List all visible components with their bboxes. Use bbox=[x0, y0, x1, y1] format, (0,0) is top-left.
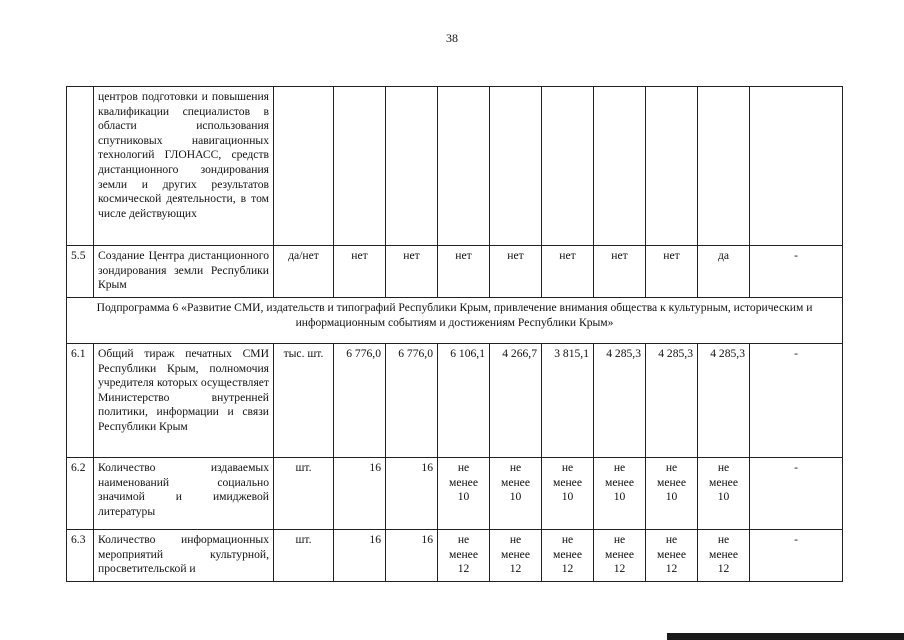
table-row bbox=[67, 246, 843, 298]
value-cell: 4 285,3 bbox=[698, 344, 750, 458]
row-number: 6.3 bbox=[67, 530, 94, 582]
scan-edge-bar bbox=[667, 633, 904, 640]
value-cell: 16 bbox=[334, 530, 386, 582]
row-number: 6.2 bbox=[67, 458, 94, 530]
value-cell bbox=[334, 87, 386, 246]
table-row bbox=[67, 87, 843, 246]
notes-cell: - bbox=[750, 344, 843, 458]
value-cell: 16 bbox=[334, 458, 386, 530]
value-cell: 3 815,1 bbox=[542, 344, 594, 458]
value-cell: 16 bbox=[386, 458, 438, 530]
value-cell: не менее 12 bbox=[646, 530, 698, 582]
value-cell bbox=[386, 87, 438, 246]
value-cell: не менее 12 bbox=[594, 530, 646, 582]
value-cell bbox=[594, 87, 646, 246]
indicator-description: Создание Центра дистанционного зондирования земли Республики Крым bbox=[94, 246, 274, 298]
notes-cell: - bbox=[750, 246, 843, 298]
indicators-table bbox=[66, 86, 843, 582]
row-number: 6.1 bbox=[67, 344, 94, 458]
unit-cell: тыс. шт. bbox=[274, 344, 334, 458]
value-cell: нет bbox=[542, 246, 594, 298]
value-cell: 4 285,3 bbox=[594, 344, 646, 458]
value-cell bbox=[542, 87, 594, 246]
notes-cell: - bbox=[750, 458, 843, 530]
value-cell: 6 106,1 bbox=[438, 344, 490, 458]
value-cell: не менее 10 bbox=[438, 458, 490, 530]
value-cell: нет bbox=[490, 246, 542, 298]
unit-cell: шт. bbox=[274, 458, 334, 530]
value-cell: не менее 12 bbox=[490, 530, 542, 582]
table-row bbox=[67, 530, 843, 582]
value-cell bbox=[646, 87, 698, 246]
value-cell bbox=[490, 87, 542, 246]
value-cell: нет bbox=[594, 246, 646, 298]
value-cell: нет bbox=[386, 246, 438, 298]
value-cell: нет bbox=[438, 246, 490, 298]
table-row bbox=[67, 344, 843, 458]
value-cell: не менее 12 bbox=[698, 530, 750, 582]
value-cell: да bbox=[698, 246, 750, 298]
unit-cell: шт. bbox=[274, 530, 334, 582]
value-cell: не менее 10 bbox=[698, 458, 750, 530]
value-cell: 4 266,7 bbox=[490, 344, 542, 458]
row-number: 5.5 bbox=[67, 246, 94, 298]
value-cell: 6 776,0 bbox=[334, 344, 386, 458]
value-cell: нет bbox=[646, 246, 698, 298]
value-cell bbox=[698, 87, 750, 246]
row-number bbox=[67, 87, 94, 246]
page-number: 38 bbox=[446, 31, 458, 45]
value-cell: не менее 12 bbox=[542, 530, 594, 582]
unit-cell: да/нет bbox=[274, 246, 334, 298]
subprogram-title: Подпрограмма 6 «Развитие СМИ, издательств и типографий Республики Крым, привлечение внимания общества к культурным, историческим и информационным событиям и достижениям Республики Крым» bbox=[67, 298, 843, 344]
indicator-description: Общий тираж печатных СМИ Республики Крым, полномочия учредителя которых осуществляет Министерство внутренней политики, информации и связи Республики Крым bbox=[94, 344, 274, 458]
notes-cell: - bbox=[750, 530, 843, 582]
notes-cell bbox=[750, 87, 843, 246]
table-row bbox=[67, 458, 843, 530]
value-cell: не менее 10 bbox=[542, 458, 594, 530]
value-cell: не менее 10 bbox=[594, 458, 646, 530]
value-cell: 16 bbox=[386, 530, 438, 582]
value-cell: не менее 10 bbox=[646, 458, 698, 530]
indicator-description: Количество издаваемых наименований социально значимой и имиджевой литературы bbox=[94, 458, 274, 530]
value-cell: 6 776,0 bbox=[386, 344, 438, 458]
subprogram-row bbox=[67, 298, 843, 344]
unit-cell bbox=[274, 87, 334, 246]
value-cell: 4 285,3 bbox=[646, 344, 698, 458]
value-cell: не менее 10 bbox=[490, 458, 542, 530]
value-cell: не менее 12 bbox=[438, 530, 490, 582]
value-cell bbox=[438, 87, 490, 246]
indicator-description: центров подготовки и повышения квалификации специалистов в области использования спутниковых навигационных технологий ГЛОНАСС, средств дистанционного зондирования земли и других результатов космической деятельности, в том числе действующих bbox=[94, 87, 274, 246]
value-cell: нет bbox=[334, 246, 386, 298]
indicator-description: Количество информационных мероприятий культурной, просветительской и bbox=[94, 530, 274, 582]
